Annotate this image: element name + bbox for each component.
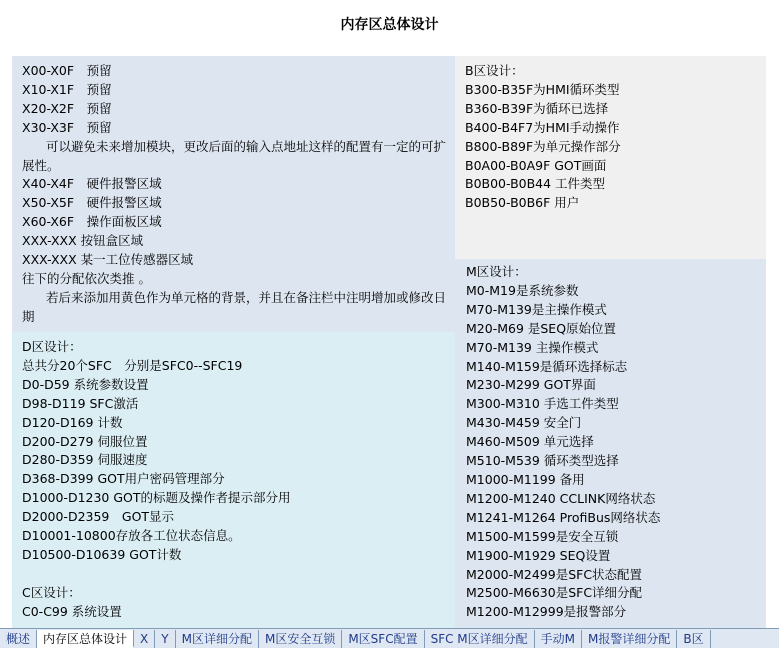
sheet-tab-m-alarm-detail[interactable]: M报警详细分配 [582,630,677,648]
m-line: M1200-M1240 CCLINK网络状态 [466,490,656,506]
sheet-tab-y[interactable]: Y [155,630,175,648]
m-line: M230-M299 GOT界面 [466,377,596,393]
page-title: 内存区总体设计 [340,17,439,33]
x-line: X30-X3F 预留 [22,119,112,135]
b-line: B360-B39F为循环已选择 [465,100,609,116]
c-heading: C区设计： [22,584,81,600]
b-line: B0A00-B0A9F GOT画面 [465,157,607,173]
x-area-cell[interactable] [12,56,455,332]
b-line: B400-B4F7为HMI手动操作 [465,119,620,135]
sheet-tab-manual-m[interactable]: 手动M [535,630,582,648]
d-line: D280-D359 伺服速度 [22,452,148,468]
x-line: X40-X4F 硬件报警区域 [22,176,162,192]
m-heading: M区设计： [466,264,527,279]
m-line: M140-M159是循环选择标志 [466,358,628,374]
x-line: X60-X6F 操作面板区域 [22,214,162,230]
sheet-tab-m-detail[interactable]: M区详细分配 [176,630,259,648]
sheet-tab-sfc-m-detail[interactable]: SFC M区详细分配 [425,630,535,648]
m-line: M1000-M1199 备用 [466,471,585,487]
sheet-tab-b-area[interactable]: B区 [677,630,710,648]
x-line: 往下的分配依次类推 。 [22,270,151,286]
m-line: M510-M539 循环类型选择 [466,453,619,469]
c-line: C0-C99 系统设置 [22,603,122,619]
m-line: M2000-M2499是SFC状态配置 [466,566,643,582]
x-note: 若后来添加用黄色作为单元格的背景，并且在备注栏中注明增加或修改日期 [22,289,447,324]
m-line: M300-M310 手选工件类型 [466,396,619,412]
b-line: B300-B35F为HMI循环类型 [465,81,620,97]
m-line: M1500-M1599是安全互锁 [466,528,619,544]
m-line: M1200-M12999是报警部分 [466,604,627,620]
x-note: 可以避免未来增加模块，更改后面的输入点地址这样的配置有一定的可扩展性。 [22,138,447,173]
x-line: X50-X5F 硬件报警区域 [22,195,162,211]
x-line: X00-X0F 预留 [22,63,112,78]
d-spacer [22,565,449,584]
m-line: M0-M19是系统参数 [466,282,579,298]
b-area-cell[interactable] [455,56,766,259]
x-line: X20-X2F 预留 [22,100,112,116]
m-line: M460-M509 单元选择 [466,434,594,450]
x-line: XXX-XXX 某一工位传感器区域 [22,252,194,268]
m-line: M1900-M1929 SEQ设置 [466,547,611,563]
d-line: D10001-10800存放各工位状态信息。 [22,528,241,544]
sheet-tab-x[interactable]: X [134,630,155,648]
sheet-tab-bar [0,628,779,648]
d-line: D368-D399 GOT用户密码管理部分 [22,471,225,487]
b-heading: B区设计： [465,63,524,78]
d-line: D10500-D10639 GOT计数 [22,546,182,562]
d-line: D200-D279 伺服位置 [22,433,148,449]
d-line: D98-D119 SFC激活 [22,395,139,411]
d-line: 总共分20个SFC 分别是SFC0--SFC19 [22,357,243,373]
d-line: D120-D169 计数 [22,414,123,430]
m-area-cell[interactable] [455,259,766,628]
m-line: M430-M459 安全门 [466,415,582,431]
b-line: B0B50-B0B6F 用户 [465,195,580,211]
sheet-tab-overview[interactable]: 概述 [0,630,37,648]
sheet-tab-m-safety-interlock[interactable]: M区安全互锁 [259,630,342,648]
b-line: B800-B89F为单元操作部分 [465,138,621,154]
m-line: M70-M139 主操作模式 [466,339,599,355]
b-line: B0B00-B0B44 工件类型 [465,176,606,192]
d-line: D1000-D1230 GOT的标题及操作者提示部分用 [22,490,291,506]
m-line: M1241-M1264 ProfiBus网络状态 [466,509,661,525]
d-area-cell[interactable] [12,332,455,628]
sheet-tab-memory-overall-design[interactable]: 内存区总体设计 [37,630,134,648]
d-line: D2000-D2359 GOT显示 [22,509,175,525]
m-line: M70-M139是主操作模式 [466,301,607,317]
d-heading: D区设计： [22,339,82,354]
m-line: M2500-M6630是SFC详细分配 [466,585,643,601]
sheet-tab-m-sfc-config[interactable]: M区SFC配置 [342,630,424,648]
m-line: M20-M69 是SEQ原始位置 [466,320,617,336]
d-line: D0-D59 系统参数设置 [22,376,149,392]
x-line: XXX-XXX 按钮盒区域 [22,233,144,249]
x-line: X10-X1F 预留 [22,81,112,97]
